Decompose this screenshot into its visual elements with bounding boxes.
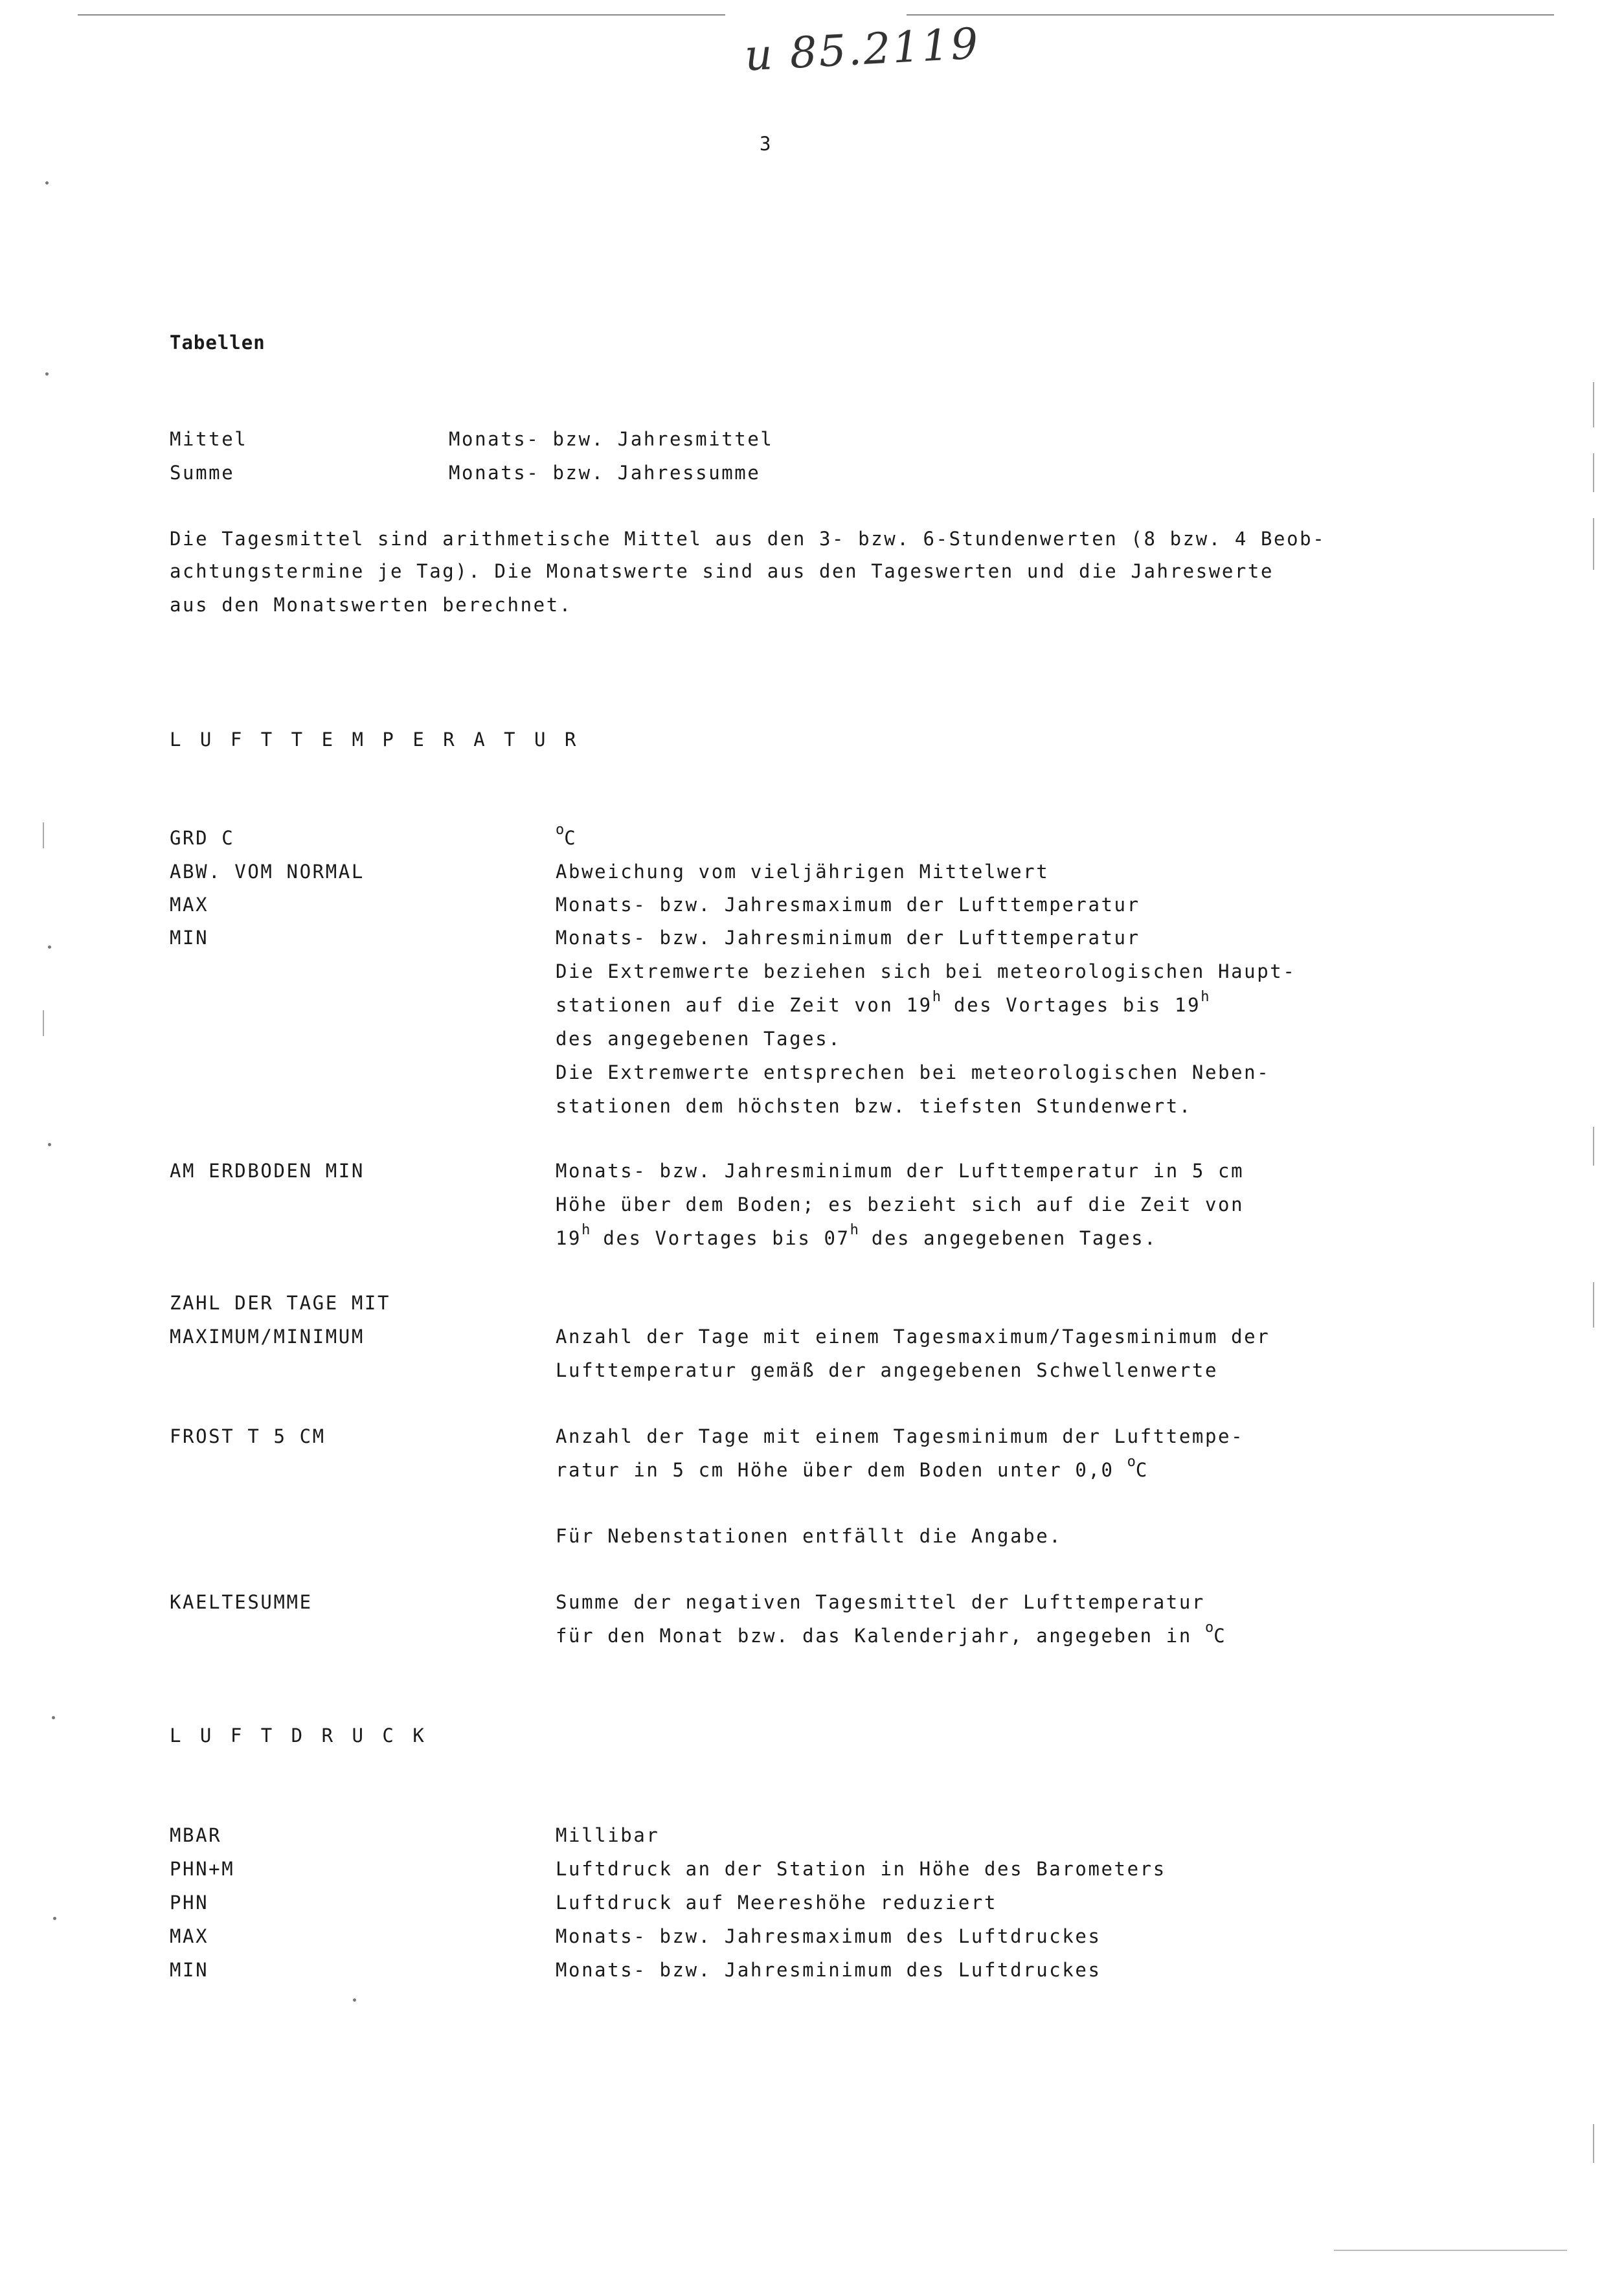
- definition-phn-m: Luftdruck an der Station in Höhe des Barometers: [556, 1858, 1166, 1880]
- degree-sup: o: [1127, 1454, 1136, 1470]
- scan-speck: [45, 181, 49, 185]
- term-max-luftdruck: MAX: [170, 1925, 209, 1947]
- frost-line: [556, 1454, 1149, 1481]
- erdboden-line: [556, 1222, 1158, 1249]
- scan-mark: [43, 1010, 44, 1036]
- unit-c: C: [564, 827, 578, 849]
- hour-sup: h: [1201, 989, 1210, 1005]
- term-min-luftdruck: MIN: [170, 1959, 209, 1981]
- scan-speck: [48, 1143, 51, 1146]
- term-phn: PHN: [170, 1892, 209, 1914]
- text-span: stationen auf die Zeit von 19: [556, 994, 932, 1016]
- frost-note: Für Nebenstationen entfällt die Angabe.: [556, 1525, 1063, 1547]
- definition-grd-c: [556, 822, 578, 849]
- extremwerte-line: stationen dem höchsten bzw. tiefsten Stundenwert.: [556, 1095, 1192, 1117]
- term-frost-t-5-cm: FROST T 5 CM: [170, 1425, 326, 1447]
- scan-mark: [1593, 1282, 1594, 1328]
- definition-max: Monats- bzw. Jahresmaximum der Lufttemperatur: [556, 894, 1140, 916]
- intro-paragraph-line: aus den Monatswerten berechnet.: [170, 594, 572, 616]
- scan-speck: [353, 1998, 356, 2002]
- intro-paragraph-line: Die Tagesmittel sind arithmetische Mittel aus den 3- bzw. 6-Stundenwerten (8 bzw. 4 Beob-: [170, 528, 1326, 550]
- scan-speck: [52, 1716, 55, 1719]
- text-span: des Vortages bis 07: [590, 1227, 850, 1249]
- kaelte-line: [556, 1620, 1227, 1647]
- scan-mark: [1593, 453, 1594, 492]
- term-am-erdboden-min: AM ERDBODEN MIN: [170, 1160, 365, 1182]
- unit-c: C: [1135, 1459, 1149, 1481]
- scan-mark: [1593, 518, 1594, 570]
- definition-phn: Luftdruck auf Meereshöhe reduziert: [556, 1892, 998, 1914]
- lufttemperatur-title: L U F T T E M P E R A T U R: [170, 729, 580, 751]
- intro-paragraph-line: achtungstermine je Tag). Die Monatswerte sind aus den Tageswerten und die Jahreswerte: [170, 560, 1274, 582]
- text-span: 19: [556, 1227, 582, 1249]
- definition-min: Monats- bzw. Jahresminimum der Lufttemperatur: [556, 927, 1140, 949]
- degree-sup: o: [1204, 1620, 1214, 1636]
- page-number: 3: [760, 133, 773, 155]
- zahl-line: Anzahl der Tage mit einem Tagesmaximum/Tagesminimum der: [556, 1326, 1270, 1348]
- term-mbar: MBAR: [170, 1824, 222, 1846]
- hour-sup: h: [850, 1222, 859, 1238]
- definition-abw: Abweichung vom vieljährigen Mittelwert: [556, 861, 1050, 883]
- erdboden-line: Monats- bzw. Jahresminimum der Lufttemperatur in 5 cm: [556, 1160, 1245, 1182]
- erdboden-line: Höhe über dem Boden; es bezieht sich auf die Zeit von: [556, 1193, 1245, 1215]
- scan-mark: [1593, 1127, 1594, 1166]
- term-kaeltesumme: KAELTESUMME: [170, 1591, 313, 1613]
- scan-mark: [43, 822, 44, 848]
- term-phn-m: PHN+M: [170, 1858, 235, 1880]
- definition-mbar: Millibar: [556, 1824, 660, 1846]
- scan-speck: [48, 945, 51, 949]
- text-span: des angegebenen Tages.: [858, 1227, 1158, 1249]
- term-summe: Summe: [170, 462, 235, 484]
- text-span: ratur in 5 cm Höhe über dem Boden unter 0,0: [556, 1459, 1127, 1481]
- unit-c: C: [1213, 1625, 1227, 1647]
- definition-max-luftdruck: Monats- bzw. Jahresmaximum des Luftdruckes: [556, 1925, 1101, 1947]
- definition-mittel: Monats- bzw. Jahresmittel: [449, 428, 774, 450]
- term-min: MIN: [170, 927, 209, 949]
- bottom-rule: [1334, 2250, 1567, 2251]
- term-zahl-der-tage: ZAHL DER TAGE MIT: [170, 1292, 391, 1314]
- luftdruck-title: L U F T D R U C K: [170, 1724, 428, 1747]
- zahl-line: Lufttemperatur gemäß der angegebenen Schwellenwerte: [556, 1359, 1219, 1381]
- definition-summe: Monats- bzw. Jahressumme: [449, 462, 761, 484]
- hour-sup: h: [932, 989, 941, 1005]
- top-rule: [78, 14, 725, 16]
- term-max: MAX: [170, 894, 209, 916]
- term-abw-vom-normal: ABW. VOM NORMAL: [170, 861, 365, 883]
- extremwerte-line: des angegebenen Tages.: [556, 1028, 842, 1050]
- text-span: des Vortages bis 19: [940, 994, 1201, 1016]
- section-title: Tabellen: [170, 332, 265, 354]
- kaelte-line: Summe der negativen Tagesmittel der Lufttemperatur: [556, 1591, 1205, 1613]
- scan-speck: [45, 372, 49, 376]
- scan-mark: [1593, 2124, 1594, 2163]
- text-span: für den Monat bzw. das Kalenderjahr, angegeben in: [556, 1625, 1205, 1647]
- extremwerte-line: Die Extremwerte beziehen sich bei meteorologischen Haupt-: [556, 960, 1296, 982]
- extremwerte-line: [556, 989, 1210, 1016]
- hour-sup: h: [581, 1222, 591, 1238]
- extremwerte-line: Die Extremwerte entsprechen bei meteorologischen Neben-: [556, 1061, 1270, 1083]
- definition-min-luftdruck: Monats- bzw. Jahresminimum des Luftdruckes: [556, 1959, 1101, 1981]
- handwritten-note: u 85.2119: [743, 18, 982, 81]
- degree-sup: o: [556, 822, 565, 838]
- scan-speck: [53, 1917, 56, 1920]
- frost-line: Anzahl der Tage mit einem Tagesminimum der Lufttempe-: [556, 1425, 1245, 1447]
- top-rule-right: [907, 14, 1554, 16]
- term-mittel: Mittel: [170, 428, 248, 450]
- scan-mark: [1593, 382, 1594, 427]
- term-maximum-minimum: MAXIMUM/MINIMUM: [170, 1326, 365, 1348]
- term-grd-c: GRD C: [170, 827, 235, 849]
